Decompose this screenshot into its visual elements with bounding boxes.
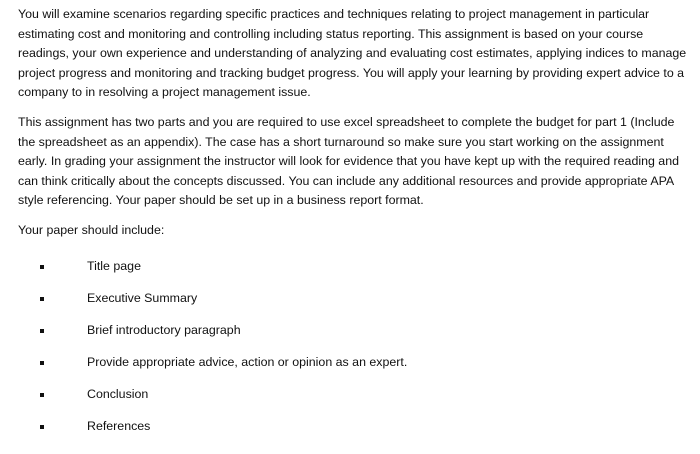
list-item xyxy=(18,378,692,410)
square-bullet-icon xyxy=(40,425,44,429)
list-item xyxy=(18,282,692,314)
square-bullet-icon xyxy=(40,361,44,365)
square-bullet-icon xyxy=(40,297,44,301)
list-item xyxy=(18,346,692,378)
list-item-label: Conclusion xyxy=(87,386,149,401)
list-intro: Your paper should include: xyxy=(18,222,165,237)
list-item-label: Executive Summary xyxy=(87,290,198,305)
requirements-list xyxy=(18,250,692,442)
square-bullet-icon xyxy=(40,265,44,269)
list-item-label: References xyxy=(87,418,151,433)
paragraph-overview: You will examine scenarios regarding specific practices and techniques relating to project management in particular estimating cost and monitoring and controlling including status reporting. This assignment is based on your course readings, your own experience and understanding of analyzing and evaluating cost estimates, applying indices to manage project progress and monitoring and tracking budget progress. You will apply your learning by providing expert advice to a company to in resolving a project management issue. xyxy=(18,7,687,100)
list-item-label: Provide appropriate advice, action or opinion as an expert. xyxy=(87,354,408,369)
square-bullet-icon xyxy=(40,329,44,333)
list-item xyxy=(18,314,692,346)
list-item xyxy=(18,410,692,442)
list-item xyxy=(18,250,692,282)
paragraph-assignment-details: This assignment has two parts and you are required to use excel spreadsheet to complete the budget for part 1 (Include the spreadsheet as an appendix). The case has a short turnaround so make sure you start working on the assignment early. In grading your assignment the instructor will look for evidence that you have kept up with the required reading and can think critically about the concepts discussed. You can include any additional resources and provide appropriate APA style referencing. Your paper should be set up in a business report format. xyxy=(18,114,679,208)
list-item-label: Brief introductory paragraph xyxy=(87,322,241,337)
list-item-label: Title page xyxy=(87,258,141,273)
square-bullet-icon xyxy=(40,393,44,397)
